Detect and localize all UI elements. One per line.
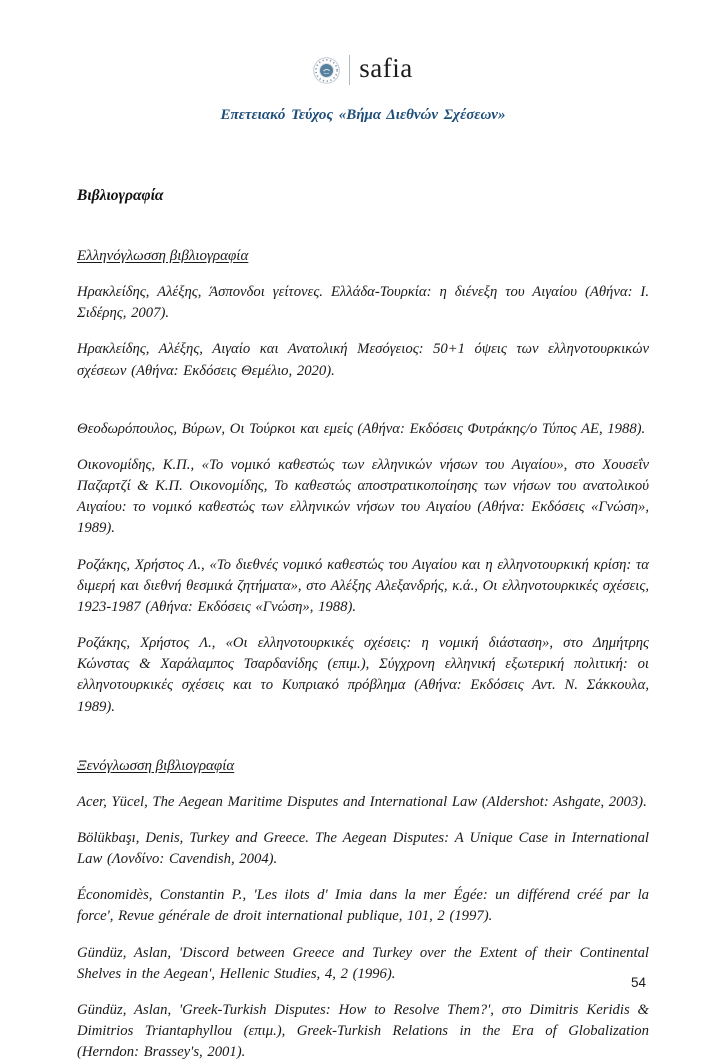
safia-seal-icon [313, 57, 340, 84]
brand-name: safia [359, 53, 413, 83]
section-greek-bibliography [77, 248, 649, 718]
page-number: 54 [630, 975, 646, 990]
bibliography-entry: Ηρακλείδης, Αλέξης, Αιγαίο και Ανατολική Μεσόγειος: 50+1 όψεις των ελληνοτουρκικών σχέσεων (Αθήνα: Εκδόσεις Θεμέλιο, 2020). [77, 341, 649, 379]
logo [77, 50, 649, 90]
bibliography-entry: Οικονομίδης, Κ.Π., «Το νομικό καθεστώς των ελληνικών νήσων του Αιγαίου», στο Χουσεΐν Παζαρτζί & Κ.Π. Οικονομίδης, Το καθεστώς αποστρατικοποίησης των νήσων του ανατολικού Αιγαίου: το νομικό καθεστώς των ελληνικών νήσων του Αιγαίου (Αθήνα: Εκδόσεις «Γνώση», 1989). [77, 456, 649, 537]
bibliography-entry: Θεοδωρόπουλος, Βύρων, Οι Τούρκοι και εμείς (Αθήνα: Εκδόσεις Φυτράκης/ο Τύπος ΑΕ, 1988). [77, 420, 646, 437]
bibliography-entry: Ροζάκης, Χρήστος Λ., «Το διεθνές νομικό καθεστώς του Αιγαίου και η ελληνοτουρκική κρίση: τα διμερή και διεθνή θεσμικά ζητήματα», στο Αλέξης Αλεξανδρής, κ.ά., Οι ελληνοτουρκικές σχέσεις, 1923-1987 (Αθήνα: Εκδόσεις «Γνώση», 1988). [77, 556, 649, 615]
section-foreign-bibliography [77, 758, 649, 1063]
bibliography-entry: Économidès, Constantin P., 'Les ilots d' Imia dans la mer Égée: un différend créé par la force', Revue générale de droit international publique, 101, 2 (1997). [77, 887, 649, 925]
issue-title: Επετειακό Τεύχος «Βήμα Διεθνών Σχέσεων» [220, 107, 506, 123]
page-title: Βιβλιογραφία [77, 187, 164, 204]
bibliography-entry: Bölükbaşı, Denis, Turkey and Greece. The Aegean Disputes: A Unique Case in International Law (Λονδίνο: Cavendish, 2004). [77, 829, 649, 868]
section-heading-foreign: Ξενόγλωσση βιβλιογραφία [77, 757, 235, 774]
bibliography-entry: Ηρακλείδης, Αλέξης, Άσπονδοι γείτονες. Ελλάδα-Τουρκία: η διένεξη του Αιγαίου (Αθήνα: Ι. Σιδέρης, 2007). [77, 284, 649, 322]
section-heading-greek: Ελληνόγλωσση βιβλιογραφία [77, 248, 249, 264]
bibliography-entry: Acer, Yücel, The Aegean Maritime Disputes and International Law (Aldershot: Ashgate, 2003). [77, 793, 647, 810]
bibliography-entry: Ροζάκης, Χρήστος Λ., «Οι ελληνοτουρκικές σχέσεις: η νομική διάσταση», στο Δημήτρης Κώνστας & Χαράλαμπος Τσαρδανίδης (επιμ.), Σύγχρονη ελληνική εξωτερική πολιτική: οι ελληνοτουρκικές σχέσεις και το Κυπριακό πρόβλημα (Αθήνα: Εκδόσεις Αντ. Ν. Σάκκουλα, 1989). [77, 635, 649, 715]
bibliography-entry: Gündüz, Aslan, 'Greek-Turkish Disputes: How to Resolve Them?', στο Dimitris Keridis & Dimitrios Triantaphyllou (επιμ.), Greek-Turkish Relations in the Era of Globalization (Herndon: Brassey's, 2001). [77, 1001, 649, 1061]
bibliography-entry: Gündüz, Aslan, 'Discord between Greece and Turkey over the Extent of their Continental Shelves in the Aegean', Hellenic Studies, 4, 2 (1996). [77, 944, 649, 982]
logo-divider [349, 55, 350, 85]
